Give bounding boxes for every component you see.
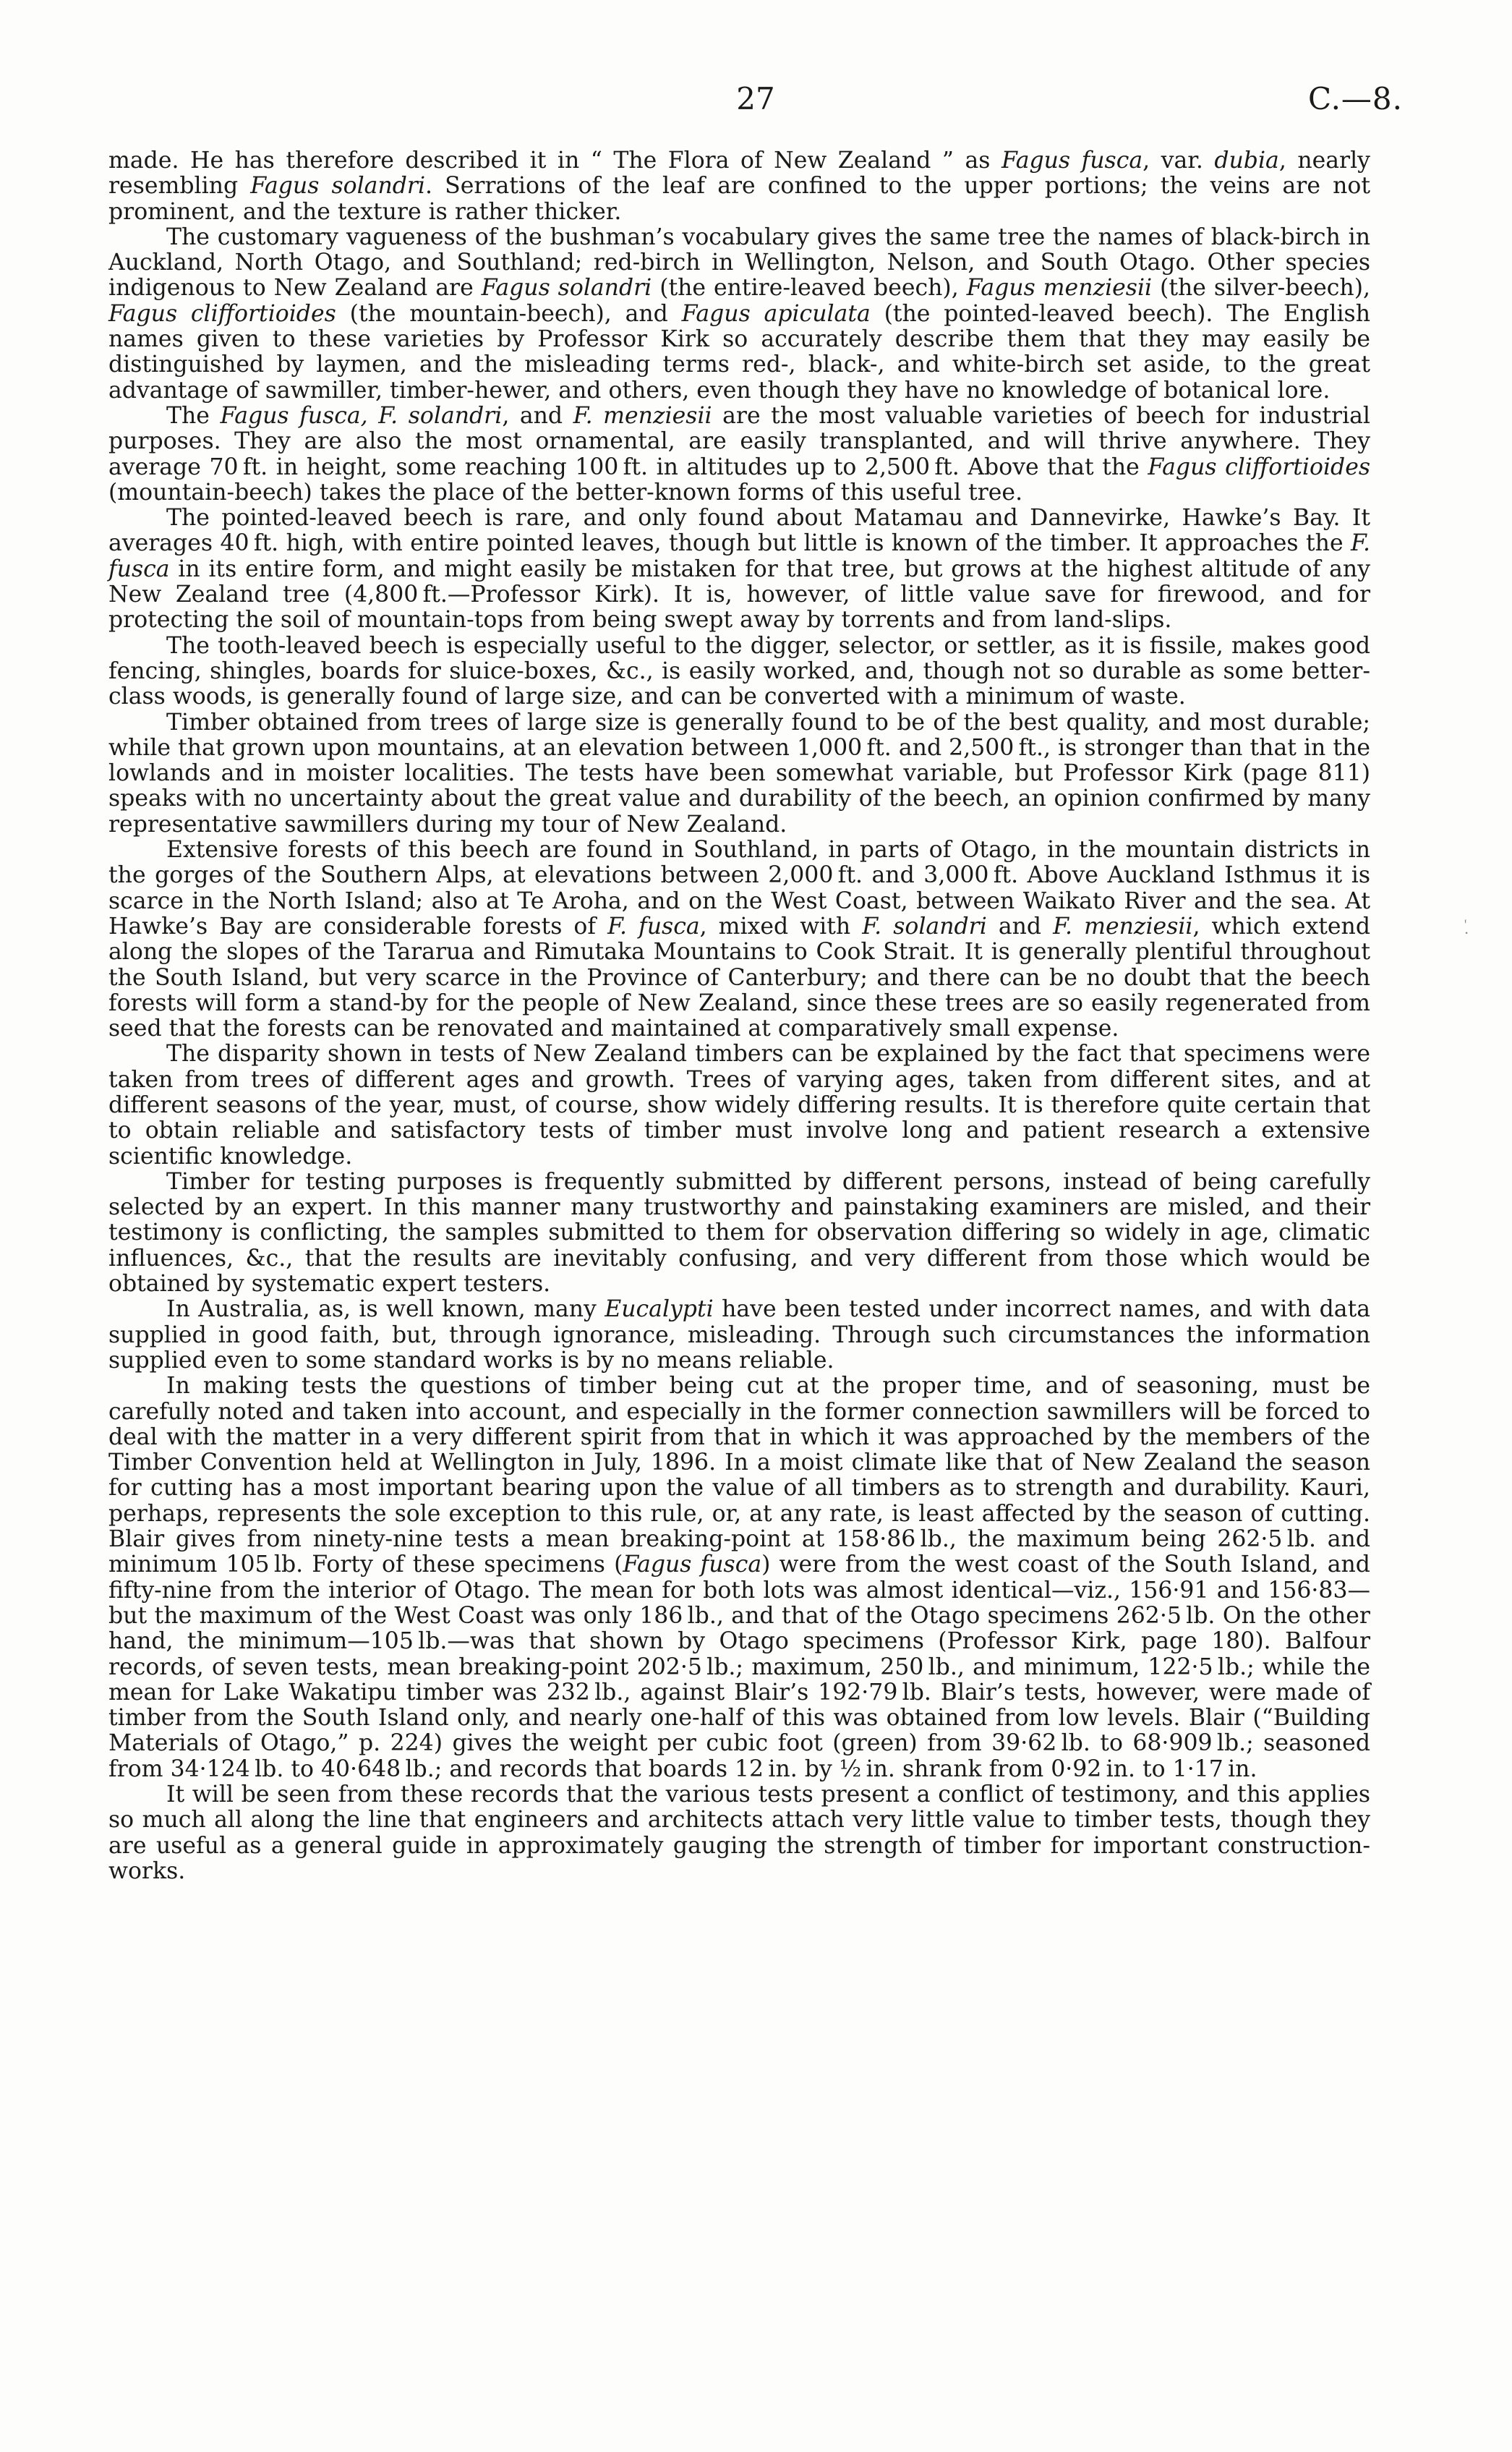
text-run: Extensive forests of this beech are found in Southland, in parts of Otago, in the mountain districts in the gorges of the Southern Alps, at elevations between 2,000 ft. and 3,000 ft. Above Auckland Isthmus it is scarce in the North Island; also at Te Aroha, and on the West Coast, between Waikato River and the sea. At Hawke’s Bay are considerable forests of (108, 837, 1370, 940)
italic-run: Fagus fusca, F. solandri (220, 402, 503, 429)
paragraph (108, 148, 1370, 225)
paragraph (108, 710, 1370, 838)
body-text (108, 148, 1370, 1884)
text-run: Timber obtained from trees of large size is generally found to be of the best quality, and most durable; while that grown upon mountains, at an elevation between 1,000 ft. and 2,500 ft., is stronger than that in the lowlands and in moister localities. The tests have been somewhat variable, but Professor Kirk (page 811) speaks with no uncertainty about the great value and durability of the beech, an opinion confirmed by many representative sawmillers during my tour of New Zealand. (108, 709, 1370, 838)
text-run: Timber for testing purposes is frequently submitted by different persons, instead of being carefully selected by an expert. In this manner many trustworthy and painstaking examiners are misled, and their testimony is conflicting, the samples submitted to them for observation differing so widely in age, climatic influences, &c., that the results are inevitably confusing, and very different from those which would be obtained by systematic expert testers. (108, 1168, 1370, 1298)
text-run: . Serrations of the leaf are confined to the upper portions; the veins are not prominent, and the texture is rather thicker. (108, 173, 1370, 225)
paragraph (108, 1374, 1370, 1782)
italic-run: dubia (1214, 148, 1279, 174)
text-run: The disparity shown in tests of New Zealand timbers can be explained by the fact that specimens were taken from trees of different ages and growth. Trees of varying ages, taken from different sites, and at different seasons of the year, must, of course, show widely differing results. It is therefore quite certain that to obtain reliable and satisfactory tests of timber must involve long and patient research a extensive scientific knowledge. (108, 1041, 1370, 1170)
italic-run: Fagus fusca (623, 1551, 762, 1578)
paragraph (108, 1042, 1370, 1169)
text-run: , var. (1142, 148, 1215, 174)
paragraph (108, 225, 1370, 404)
text-run: have been tested under incorrect names, and with data supplied in good faith, but, through ignorance, misleading. Through such circumstances the information supplied even to some standard works is by no means reliable. (108, 1296, 1371, 1374)
italic-run: F. menziesii (1053, 913, 1193, 940)
text-run: ) were from the west coast of the South Island, and fifty-nine from the interior of Otago. The mean for both lots was almost identical—viz., 156·91 and 156·83—but the maximum of the West Coast was only 186 lb., and that of the Otago specimens 262·5 lb. On the other hand, the minimum—105 lb.—was that shown by Otago specimens (Professor Kirk, page 180). Balfour records, of seven tests, mean breaking-point 202·5 lb.; maximum, 250 lb., and minimum, 122·5 lb.; while the mean for Lake Wakatipu timber was 232 lb., against Blair’s 192·79 lb. Blair’s tests, however, were made of timber from the South Island only, and nearly one-half of this was obtained from low levels. Blair (“Building Materials of Otago,” p. 224) gives the weight per cubic foot (green) from 39·62 lb. to 68·909 lb.; seasoned from 34·124 lb. to 40·648 lb.; and records that boards 12 in. by ½ in. shrank from 0·92 in. to 1·17 in. (108, 1551, 1370, 1782)
text-run: It will be seen from these records that the various tests present a conflict of testimony, and this applies so much all along the line that engineers and architects attach very little value to timber tests, though they are useful as a general guide in approximately gauging the strength of timber for important construction-works. (108, 1781, 1370, 1884)
margin-mark: .´ (1456, 916, 1477, 938)
italic-run: F. menziesii (573, 402, 712, 429)
text-run: (mountain-beech) takes the place of the better-known forms of this useful tree. (108, 479, 1023, 506)
text-run: are the most valuable varieties of beech for industrial purposes. They are also the most ornamental, are easily transplanted, and will thrive anywhere. They average 70 ft. in height, some reaching 100 ft. in altitudes up to 2,500 ft. Above that the (108, 402, 1370, 480)
text-run: (the entire-leaved beech), (652, 275, 967, 302)
text-run: The pointed-leaved beech is rare, and only found about Matamau and Dannevirke, Hawke’s Bay. It averages 40 ft. high, with entire pointed leaves, though but little is known of the timber. It approaches the (108, 505, 1370, 557)
document-reference: C.—8. (1307, 81, 1403, 116)
italic-run: F. fusca (108, 530, 1370, 582)
italic-run: Fagus menziesii (966, 275, 1153, 302)
text-run: and (986, 913, 1054, 940)
italic-run: Fagus cliffortioides (108, 300, 336, 327)
paragraph (108, 1170, 1370, 1297)
paragraph (108, 404, 1370, 506)
text-run: In Australia, as, is well known, many (166, 1296, 605, 1323)
text-run: in its entire form, and might easily be mistaken for that tree, but grows at the highest altitude of any New Zealand tree (4,800 ft.—Professor Kirk). It is, however, of little value save for firewood, and for protecting the soil of mountain-tops from being swept away by torrents and from land-slips. (108, 555, 1370, 634)
italic-run: Fagus apiculata (681, 300, 871, 327)
italic-run: F. fusca (607, 913, 700, 940)
text-run: , which extend along the slopes of the Tararua and Rimutaka Mountains to Cook Strait. It is generally plentiful throughout the South Island, but very scarce in the Province of Canterbury; and there can be no doubt that the beech forests will form a stand-by for the people of New Zealand, since these trees are so easily regenerated from seed that the forests can be renovated and maintained at comparatively small expense. (108, 913, 1370, 1042)
text-run: , nearly resembling (108, 148, 1370, 200)
italic-run: Fagus cliffortioides (1148, 454, 1370, 480)
text-run: , mixed with (699, 913, 863, 940)
italic-run: Eucalypti (605, 1296, 714, 1323)
italic-run: Fagus solandri (250, 173, 426, 200)
text-run: The tooth-leaved beech is especially useful to the digger, selector, or settler, as it is fissile, makes good fencing, shingles, boards for sluice-boxes, &c., is easily worked, and, though not so durable as some better-class woods, is generally found of large size, and can be converted with a minimum of waste. (108, 632, 1370, 710)
text-run: The (166, 402, 221, 429)
paragraph (108, 634, 1370, 710)
paragraph (108, 1297, 1370, 1374)
text-run: (the silver-beech), (1152, 275, 1370, 302)
page-number: 27 (736, 81, 775, 116)
text-run: The customary vagueness of the bushman’s vocabulary gives the same tree the names of black-birch in Auckland, North Otago, and Southland; red-birch in Wellington, Nelson, and South Otago. Other species indigenous to New Zealand are (108, 224, 1370, 302)
paragraph (108, 1782, 1370, 1884)
text-run: In making tests the questions of timber being cut at the proper time, and of seasoning, must be carefully noted and taken into account, and especially in the former connection sawmillers will be forced to deal with the matter in a very different spirit from that in which it was approached by the members of the Timber Convention held at Wellington in July, 1896. In a moist climate like that of New Zealand the season for cutting has a most important bearing upon the value of all timbers as to strength and durability. Kauri, perhaps, represents the sole exception to this rule, or, at any rate, is least affected by the season of cutting. Blair gives from ninety-nine tests a mean breaking-point at 158·86 lb., the maximum being 262·5 lb. and minimum 105 lb. Forty of these specimens ( (108, 1373, 1370, 1578)
text-run: (the mountain-beech), and (336, 300, 682, 327)
text-run: made. He has therefore described it in “ The Flora of New Zealand ” as (108, 148, 1001, 174)
italic-run: F. solandri (862, 913, 987, 940)
text-run: , and (502, 402, 573, 429)
page-header (108, 81, 1403, 124)
paragraph (108, 838, 1370, 1042)
paragraph (108, 506, 1370, 633)
italic-run: Fagus fusca (1001, 148, 1143, 174)
italic-run: Fagus solandri (481, 275, 652, 302)
text-run: (the pointed-leaved beech). The English names given to these varieties by Professor Kirk so accurately describe them that they may easily be distinguished by laymen, and the misleading terms red-, black-, and white-birch set aside, to the great advantage of sawmiller, timber-hewer, and others, even though they have no knowledge of botanical lore. (108, 300, 1370, 404)
